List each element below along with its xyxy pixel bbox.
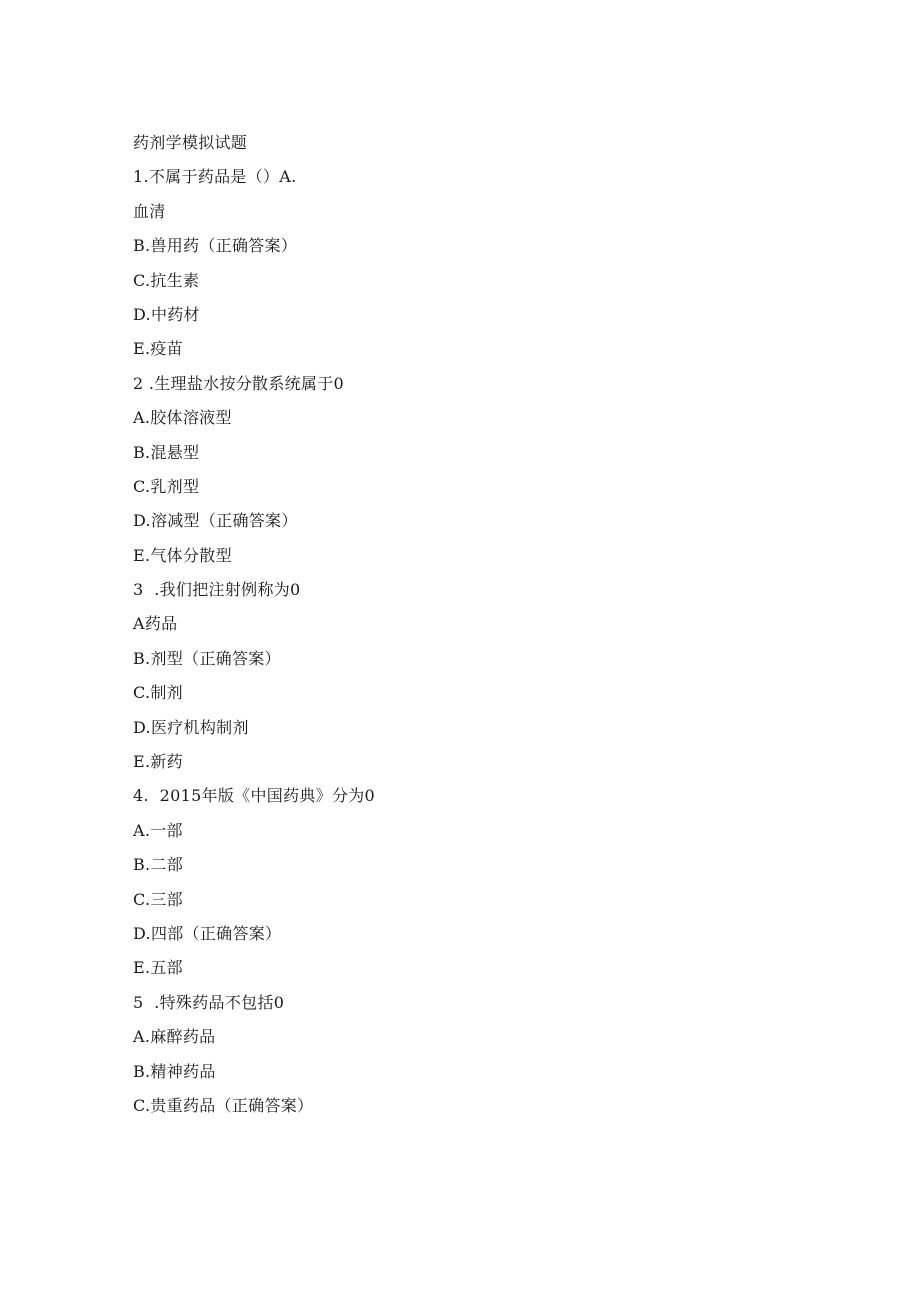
text-line: C.制剂 [133,683,183,703]
text-line: 1.不属于药品是（）A. [133,167,297,187]
text-line: C.贵重药品（正确答案） [133,1095,314,1115]
text-line: B.剂型（正确答案） [133,648,281,668]
text-line: 4. 2015年版《中国药典》分为0 [133,786,376,806]
text-line: A药品 [133,614,178,634]
text-line: B.精神药品 [133,1061,216,1081]
text-line: D.医疗机构制剂 [133,717,249,737]
text-line: E.五部 [133,958,183,978]
text-line: A.麻醉药品 [133,1027,216,1047]
text-line: B.混悬型 [133,442,200,462]
text-line: 3 .我们把注射例称为0 [133,580,301,600]
text-line: D.中药材 [133,304,200,324]
text-line: 血清 [133,201,166,221]
text-line: A.一部 [133,820,183,840]
text-line: B.兽用药（正确答案） [133,236,298,256]
text-line: B.二部 [133,855,184,875]
document-title: 药剂学模拟试题 [133,133,248,152]
text-line: C.三部 [133,889,183,909]
text-line: E.疫苗 [133,339,183,359]
text-line: 5 .特殊药品不包括0 [133,992,285,1012]
document-content [133,126,853,1123]
text-line: C.乳剂型 [133,476,200,496]
text-line: E.新药 [133,752,183,772]
text-line: A.胶体溶液型 [133,408,232,428]
text-line: D.四部（正确答案） [133,923,282,943]
text-line: C.抗生素 [133,270,200,290]
text-line: E.气体分散型 [133,545,232,565]
text-line: D.溶减型（正确答案） [133,511,298,531]
text-line: 2 .生理盐水按分散系统属于0 [133,373,345,393]
